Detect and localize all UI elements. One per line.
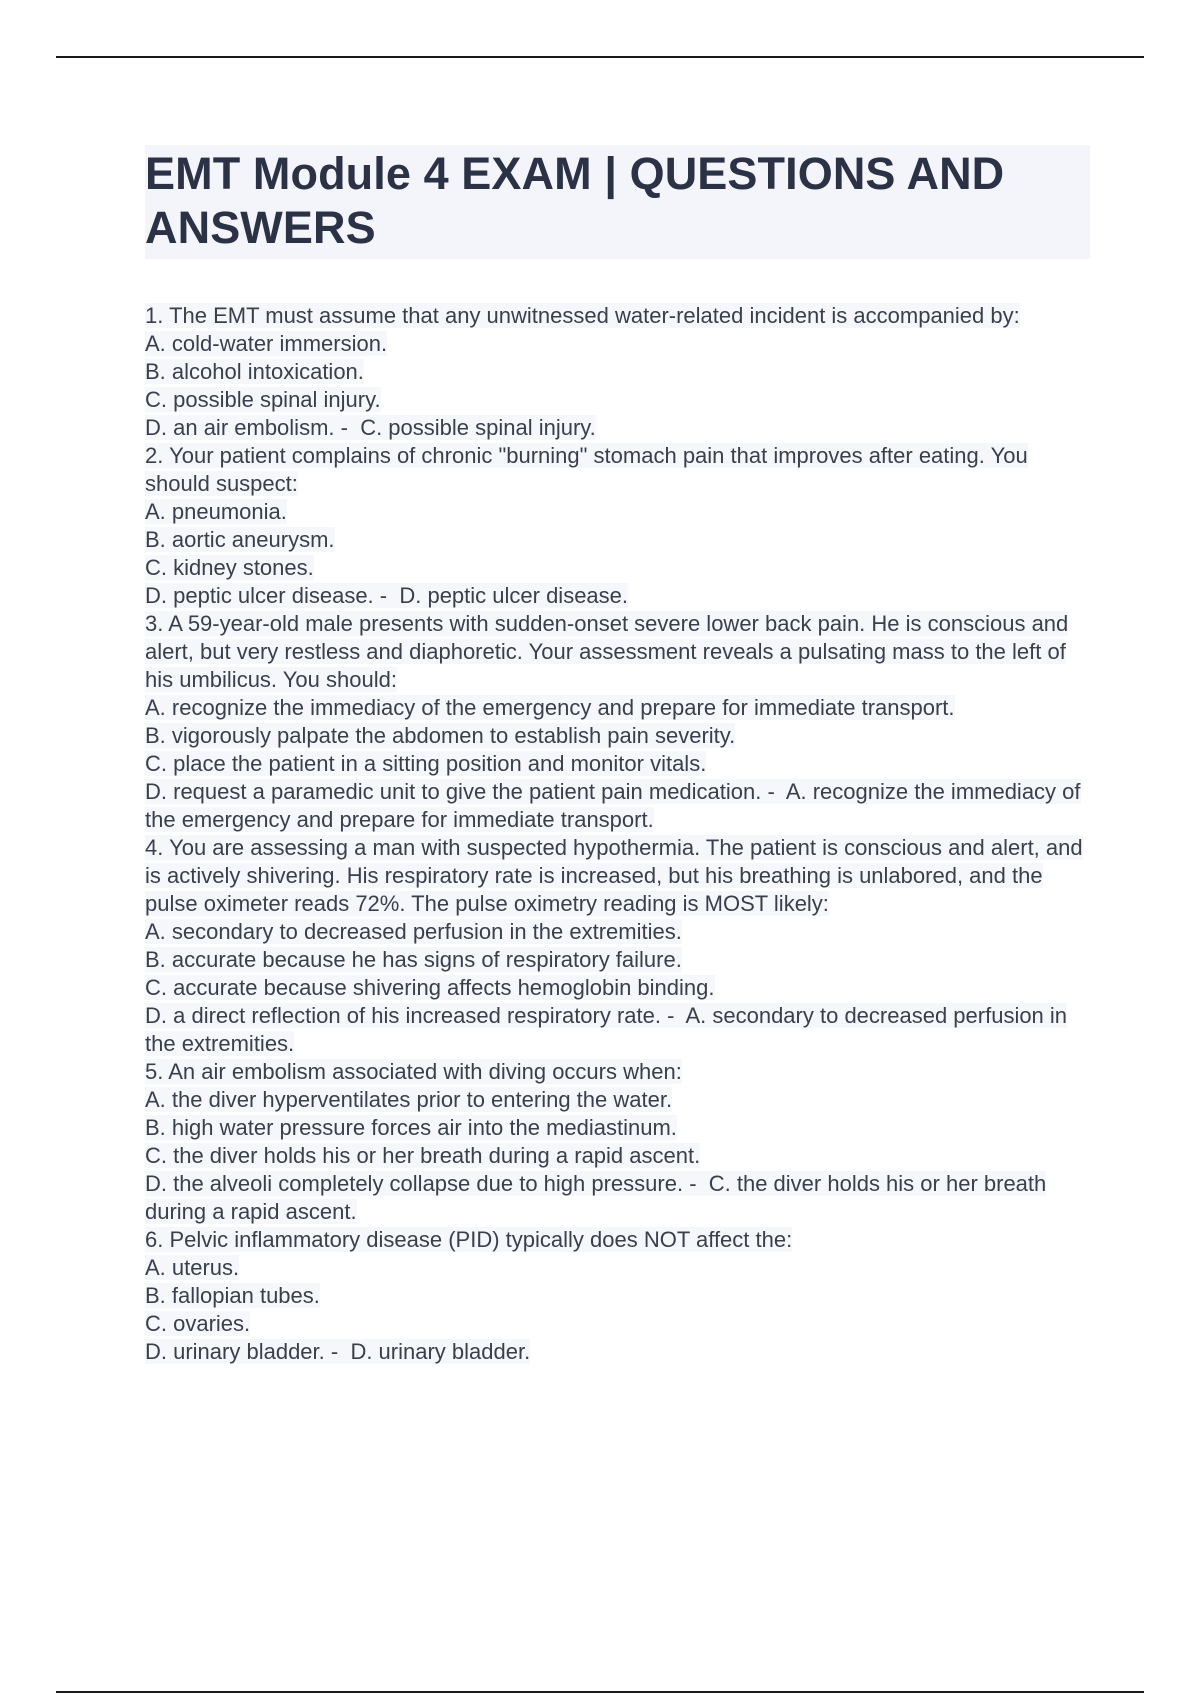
title-block <box>145 145 1090 259</box>
answer-option: B. high water pressure forces air into the mediastinum. <box>145 1115 677 1140</box>
correct-answer: A. secondary to decreased perfusion in the extremities. <box>145 1003 1068 1056</box>
answer-option-with-key: D. a direct reflection of his increased respiratory rate. - A. secondary to decreased perfusion in the extremities. <box>145 1003 1068 1056</box>
answer-option: B. accurate because he has signs of respiratory failure. <box>145 947 682 972</box>
answer-option: B. vigorously palpate the abdomen to establish pain severity. <box>145 723 736 748</box>
answer-separator: - <box>761 779 786 804</box>
answer-option-with-key: D. an air embolism. - C. possible spinal injury. <box>145 415 596 440</box>
question-3 <box>145 610 1090 834</box>
answer-option: A. the diver hyperventilates prior to entering the water. <box>145 1087 673 1112</box>
question-1 <box>145 302 1090 442</box>
answer-option: C. place the patient in a sitting position and monitor vitals. <box>145 751 707 776</box>
answer-option: A. pneumonia. <box>145 499 287 524</box>
answer-option: C. possible spinal injury. <box>145 387 381 412</box>
question-list <box>145 302 1090 1366</box>
question-6 <box>145 1226 1090 1366</box>
correct-answer: C. the diver holds his or her breath during a rapid ascent. <box>145 1171 1047 1224</box>
correct-answer: A. recognize the immediacy of the emergency and prepare for immediate transport. <box>145 779 1081 832</box>
answer-separator: - <box>683 1171 709 1196</box>
correct-answer: C. possible spinal injury. <box>360 415 596 440</box>
question-stem: 5. An air embolism associated with diving occurs when: <box>145 1059 682 1084</box>
correct-answer: D. peptic ulcer disease. <box>399 583 629 608</box>
question-2 <box>145 442 1090 610</box>
answer-option-with-key: D. peptic ulcer disease. - D. peptic ulcer disease. <box>145 583 629 608</box>
question-stem: 6. Pelvic inflammatory disease (PID) typically does NOT affect the: <box>145 1227 793 1252</box>
answer-option: A. recognize the immediacy of the emergency and prepare for immediate transport. <box>145 695 955 720</box>
page-title: EMT Module 4 EXAM | QUESTIONS AND ANSWERS <box>145 148 1005 253</box>
answer-option: C. ovaries. <box>145 1311 251 1336</box>
correct-answer: D. urinary bladder. <box>350 1339 531 1364</box>
answer-option-with-key: D. request a paramedic unit to give the patient pain medication. - A. recognize the immediacy of the emergency and prepare for immediate transport. <box>145 779 1081 832</box>
answer-option: C. accurate because shivering affects hemoglobin binding. <box>145 975 715 1000</box>
answer-separator: - <box>324 1339 351 1364</box>
question-stem: 3. A 59-year-old male presents with sudden-onset severe lower back pain. He is conscious and alert, but very restless and diaphoretic. Your assessment reveals a pulsating mass to the left of his umbilicus. You should: <box>145 611 1069 692</box>
answer-separator: - <box>661 1003 686 1028</box>
question-4 <box>145 834 1090 1058</box>
question-stem: 4. You are assessing a man with suspected hypothermia. The patient is conscious and alert, and is actively shivering. His respiratory rate is increased, but his breathing is unlabored, and the pulse oximeter reads 72%. The pulse oximetry reading is MOST likely: <box>145 835 1083 916</box>
bottom-rule <box>56 1691 1144 1693</box>
answer-option-with-key: D. urinary bladder. - D. urinary bladder. <box>145 1339 531 1364</box>
answer-option: A. uterus. <box>145 1255 240 1280</box>
answer-option: A. cold-water immersion. <box>145 331 388 356</box>
question-stem: 2. Your patient complains of chronic "burning" stomach pain that improves after eating. You should suspect: <box>145 443 1028 496</box>
answer-option-with-key: D. the alveoli completely collapse due to high pressure. - C. the diver holds his or her breath during a rapid ascent. <box>145 1171 1047 1224</box>
question-stem: 1. The EMT must assume that any unwitnessed water-related incident is accompanied by: <box>145 303 1020 328</box>
question-5 <box>145 1058 1090 1226</box>
answer-option: B. alcohol intoxication. <box>145 359 364 384</box>
answer-option: C. the diver holds his or her breath during a rapid ascent. <box>145 1143 701 1168</box>
top-rule <box>56 56 1144 58</box>
answer-option: B. aortic aneurysm. <box>145 527 335 552</box>
answer-separator: - <box>334 415 361 440</box>
answer-option: A. secondary to decreased perfusion in the extremities. <box>145 919 682 944</box>
answer-option: C. kidney stones. <box>145 555 314 580</box>
answer-separator: - <box>373 583 400 608</box>
answer-option: B. fallopian tubes. <box>145 1283 320 1308</box>
